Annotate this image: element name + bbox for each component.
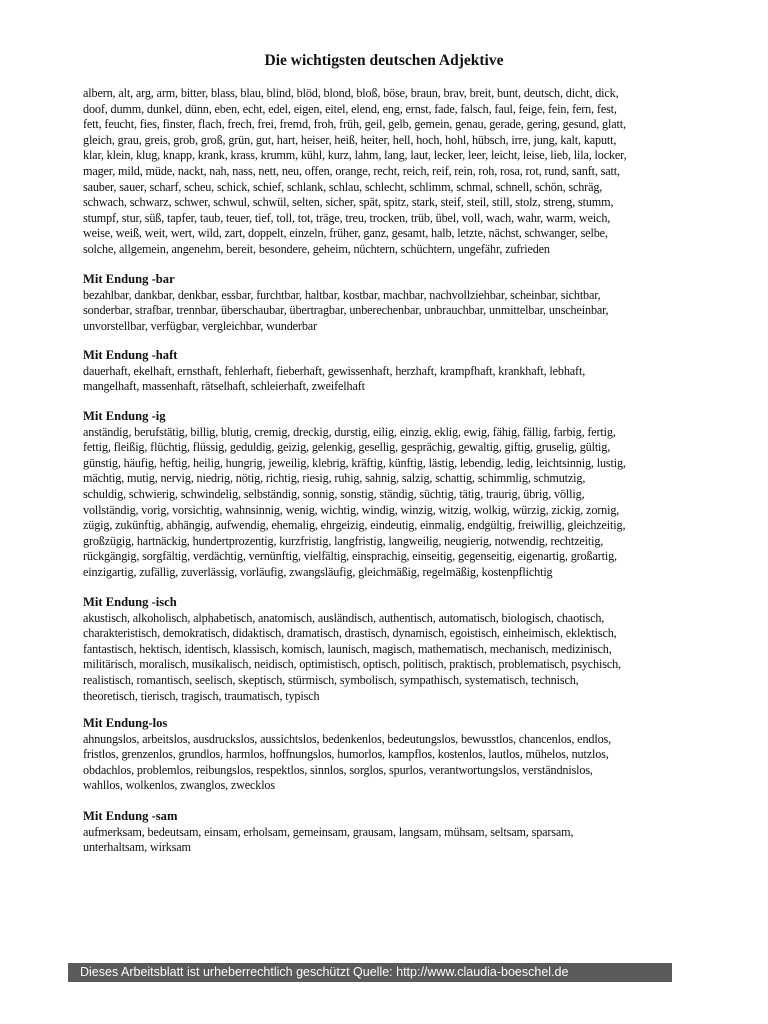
adjective-line: gleich, grau, greis, grob, groß, grün, gut, hart, heiser, heiß, heiter, hell, hoch, hohl, hübsch, irre, jung, kalt, kaputt, <box>83 132 617 147</box>
adjective-line: günstig, häufig, heftig, heilig, hungrig, jeweilig, klebrig, kräftig, künftig, lästig, lebendig, ledig, leichtsinnig, lustig, <box>83 455 626 470</box>
section-heading: Mit Endung -isch <box>83 595 177 609</box>
adjective-line: realistisch, romantisch, seelisch, skeptisch, stürmisch, symbolisch, sympathisch, systematisch, technisch, <box>83 672 579 687</box>
section-heading: Mit Endung -sam <box>83 809 178 823</box>
adjective-line: aufmerksam, bedeutsam, einsam, erholsam, gemeinsam, grausam, langsam, mühsam, seltsam, sparsam, <box>83 824 574 839</box>
section-haft <box>83 348 695 395</box>
adjective-line: vollständig, vorig, vorsichtig, wahnsinnig, wenig, wichtig, windig, winzig, witzig, wolkig, würzig, zickig, zornig, <box>83 502 620 517</box>
adjective-line: großzügig, hartnäckig, hundertprozentig, kurzfristig, langfristig, langweilig, neugierig, notwendig, rechtzeitig, <box>83 533 604 548</box>
adjective-line: theoretisch, tierisch, tragisch, traumatisch, typisch <box>83 688 320 703</box>
adjective-line: sauber, sauer, scharf, scheu, schick, schief, schlank, schlau, schlecht, schlimm, schmal, schnell, schön, schräg, <box>83 179 603 194</box>
adjective-line: militärisch, moralisch, musikalisch, neidisch, optimistisch, optisch, politisch, praktisch, problematisch, psychisch, <box>83 657 621 672</box>
section-ig <box>83 409 695 581</box>
section-heading: Mit Endung -bar <box>83 272 175 286</box>
adjective-line: solche, allgemein, angenehm, bereit, besondere, geheim, nüchtern, schüchtern, ungefähr, zufrieden <box>83 241 550 256</box>
section-bar <box>83 272 695 334</box>
basic-adjectives-list <box>83 86 695 258</box>
adjective-line: klar, klein, klug, knapp, krank, krass, krumm, kühl, kurz, lahm, lang, laut, lecker, leer, leicht, leise, lieb, lila, locker, <box>83 148 627 163</box>
section-heading: Mit Endung -haft <box>83 348 178 362</box>
section-body <box>83 288 695 335</box>
adjective-line: mager, mild, müde, nackt, nah, nass, nett, neu, offen, orange, recht, reich, reif, rein, roh, rosa, rot, rund, sanft, satt, <box>83 163 620 178</box>
section-body <box>83 732 695 794</box>
adjective-line: fristlos, grenzenlos, grundlos, harmlos, hoffnungslos, humorlos, kampflos, kostenlos, lautlos, mühelos, nutzlos, <box>83 747 609 762</box>
adjective-line: fettig, fleißig, flüchtig, flüssig, geduldig, geizig, gelenkig, gesellig, gesprächig, gewaltig, giftig, gruselig, gültig, <box>83 440 611 455</box>
adjective-line: albern, alt, arg, arm, bitter, blass, blau, blind, blöd, blond, bloß, böse, braun, brav, breit, bunt, deutsch, dicht, dick, <box>83 86 619 100</box>
adjective-line: stumpf, stur, süß, tapfer, taub, teuer, tief, toll, tot, träge, treu, trocken, trüb, übel, voll, wach, wahr, warm, weich, <box>83 210 611 225</box>
adjective-line: schwach, schwarz, schwer, schwul, schwül, selten, sicher, spät, spitz, stark, steif, steil, still, stolz, streng, stumm, <box>83 195 614 210</box>
adjective-line: mächtig, mutig, nervig, niedrig, nötig, richtig, riesig, ruhig, sahnig, salzig, schattig, schimmlig, schmutzig, <box>83 471 586 486</box>
adjective-line: akustisch, alkoholisch, alphabetisch, anatomisch, ausländisch, authentisch, automatisch, biologisch, chaotisch, <box>83 610 605 625</box>
adjective-line: rückgängig, sorgfältig, verdächtig, vernünftig, vielfältig, einsprachig, einseitig, gegenseitig, eigenartig, großartig, <box>83 549 617 564</box>
adjective-line: unvorstellbar, verfügbar, vergleichbar, wunderbar <box>83 318 317 333</box>
copyright-footer: Dieses Arbeitsblatt ist urheberrechtlich geschützt Quelle: http://www.claudia-boeschel.de <box>68 963 672 982</box>
page-title: Die wichtigsten deutschen Adjektive <box>264 52 504 69</box>
adjective-line: anständig, berufstätig, billig, blutig, cremig, dreckig, durstig, eilig, einzig, eklig, ewig, fähig, fällig, farbig, fertig, <box>83 424 616 439</box>
section-body <box>83 611 695 705</box>
section-body <box>83 425 695 581</box>
adjective-line: fantastisch, hektisch, identisch, klassisch, komisch, launisch, magisch, mathematisch, mechanisch, medizinisch, <box>83 641 612 656</box>
section-body <box>83 364 695 395</box>
adjective-line: ahnungslos, arbeitslos, ausdruckslos, aussichtslos, bedenkenlos, bedeutungslos, bewusstlos, chancenlos, endlos, <box>83 731 611 746</box>
adjective-line: einzigartig, zufällig, zuverlässig, vorläufig, zwangsläufig, gleichmäßig, regelmäßig, kostenpflichtig <box>83 564 553 579</box>
section-isch <box>83 595 695 704</box>
adjective-line: charakteristisch, demokratisch, didaktisch, dramatisch, drastisch, dynamisch, egoistisch, einheimisch, eklektisch, <box>83 626 617 641</box>
adjective-line: schuldig, schwierig, schwindelig, selbständig, sonnig, sonstig, ständig, süchtig, tätig, traurig, übrig, völlig, <box>83 486 585 501</box>
adjective-line: wahllos, wolkenlos, zwanglos, zwecklos <box>83 778 275 793</box>
section-heading: Mit Endung -ig <box>83 409 166 423</box>
adjective-line: bezahlbar, dankbar, denkbar, essbar, furchtbar, haltbar, kostbar, machbar, nachvollziehbar, scheinbar, sichtbar, <box>83 287 601 302</box>
adjective-line: fett, feucht, fies, finster, flach, frech, frei, fremd, froh, früh, geil, gelb, gemein, genau, gerade, gering, gesund, glatt, <box>83 117 626 132</box>
section-sam <box>83 809 695 856</box>
adjective-line: sonderbar, strafbar, trennbar, überschaubar, übertragbar, unberechenbar, unbrauchbar, unmittelbar, unscheinbar, <box>83 303 609 318</box>
adjective-line: obdachlos, problemlos, reibungslos, respektlos, sinnlos, sorglos, spurlos, verantwortungslos, verständnislos, <box>83 762 593 777</box>
section-heading: Mit Endung-los <box>83 716 168 730</box>
adjective-line: mangelhaft, massenhaft, rätselhaft, schleierhaft, zweifelhaft <box>83 379 365 394</box>
adjective-line: zügig, zukünftig, abhängig, aufwendig, ehemalig, ehrgeizig, eindeutig, einmalig, endgültig, freiwillig, gleichzeitig, <box>83 518 626 533</box>
adjective-line: dauerhaft, ekelhaft, ernsthaft, fehlerhaft, fieberhaft, gewissenhaft, herzhaft, krampfhaft, krankhaft, lebhaft, <box>83 363 586 378</box>
section-body <box>83 825 695 856</box>
adjective-line: weise, weiß, weit, wert, wild, zart, doppelt, einzeln, früher, ganz, gesamt, halb, letzte, nächst, schwanger, selbe, <box>83 226 608 241</box>
section-los <box>83 716 695 794</box>
adjective-line: doof, dumm, dunkel, dünn, eben, echt, edel, eigen, eitel, elend, eng, ernst, fade, falsch, faul, feige, fein, fern, fest, <box>83 101 617 116</box>
adjective-line: unterhaltsam, wirksam <box>83 840 191 855</box>
